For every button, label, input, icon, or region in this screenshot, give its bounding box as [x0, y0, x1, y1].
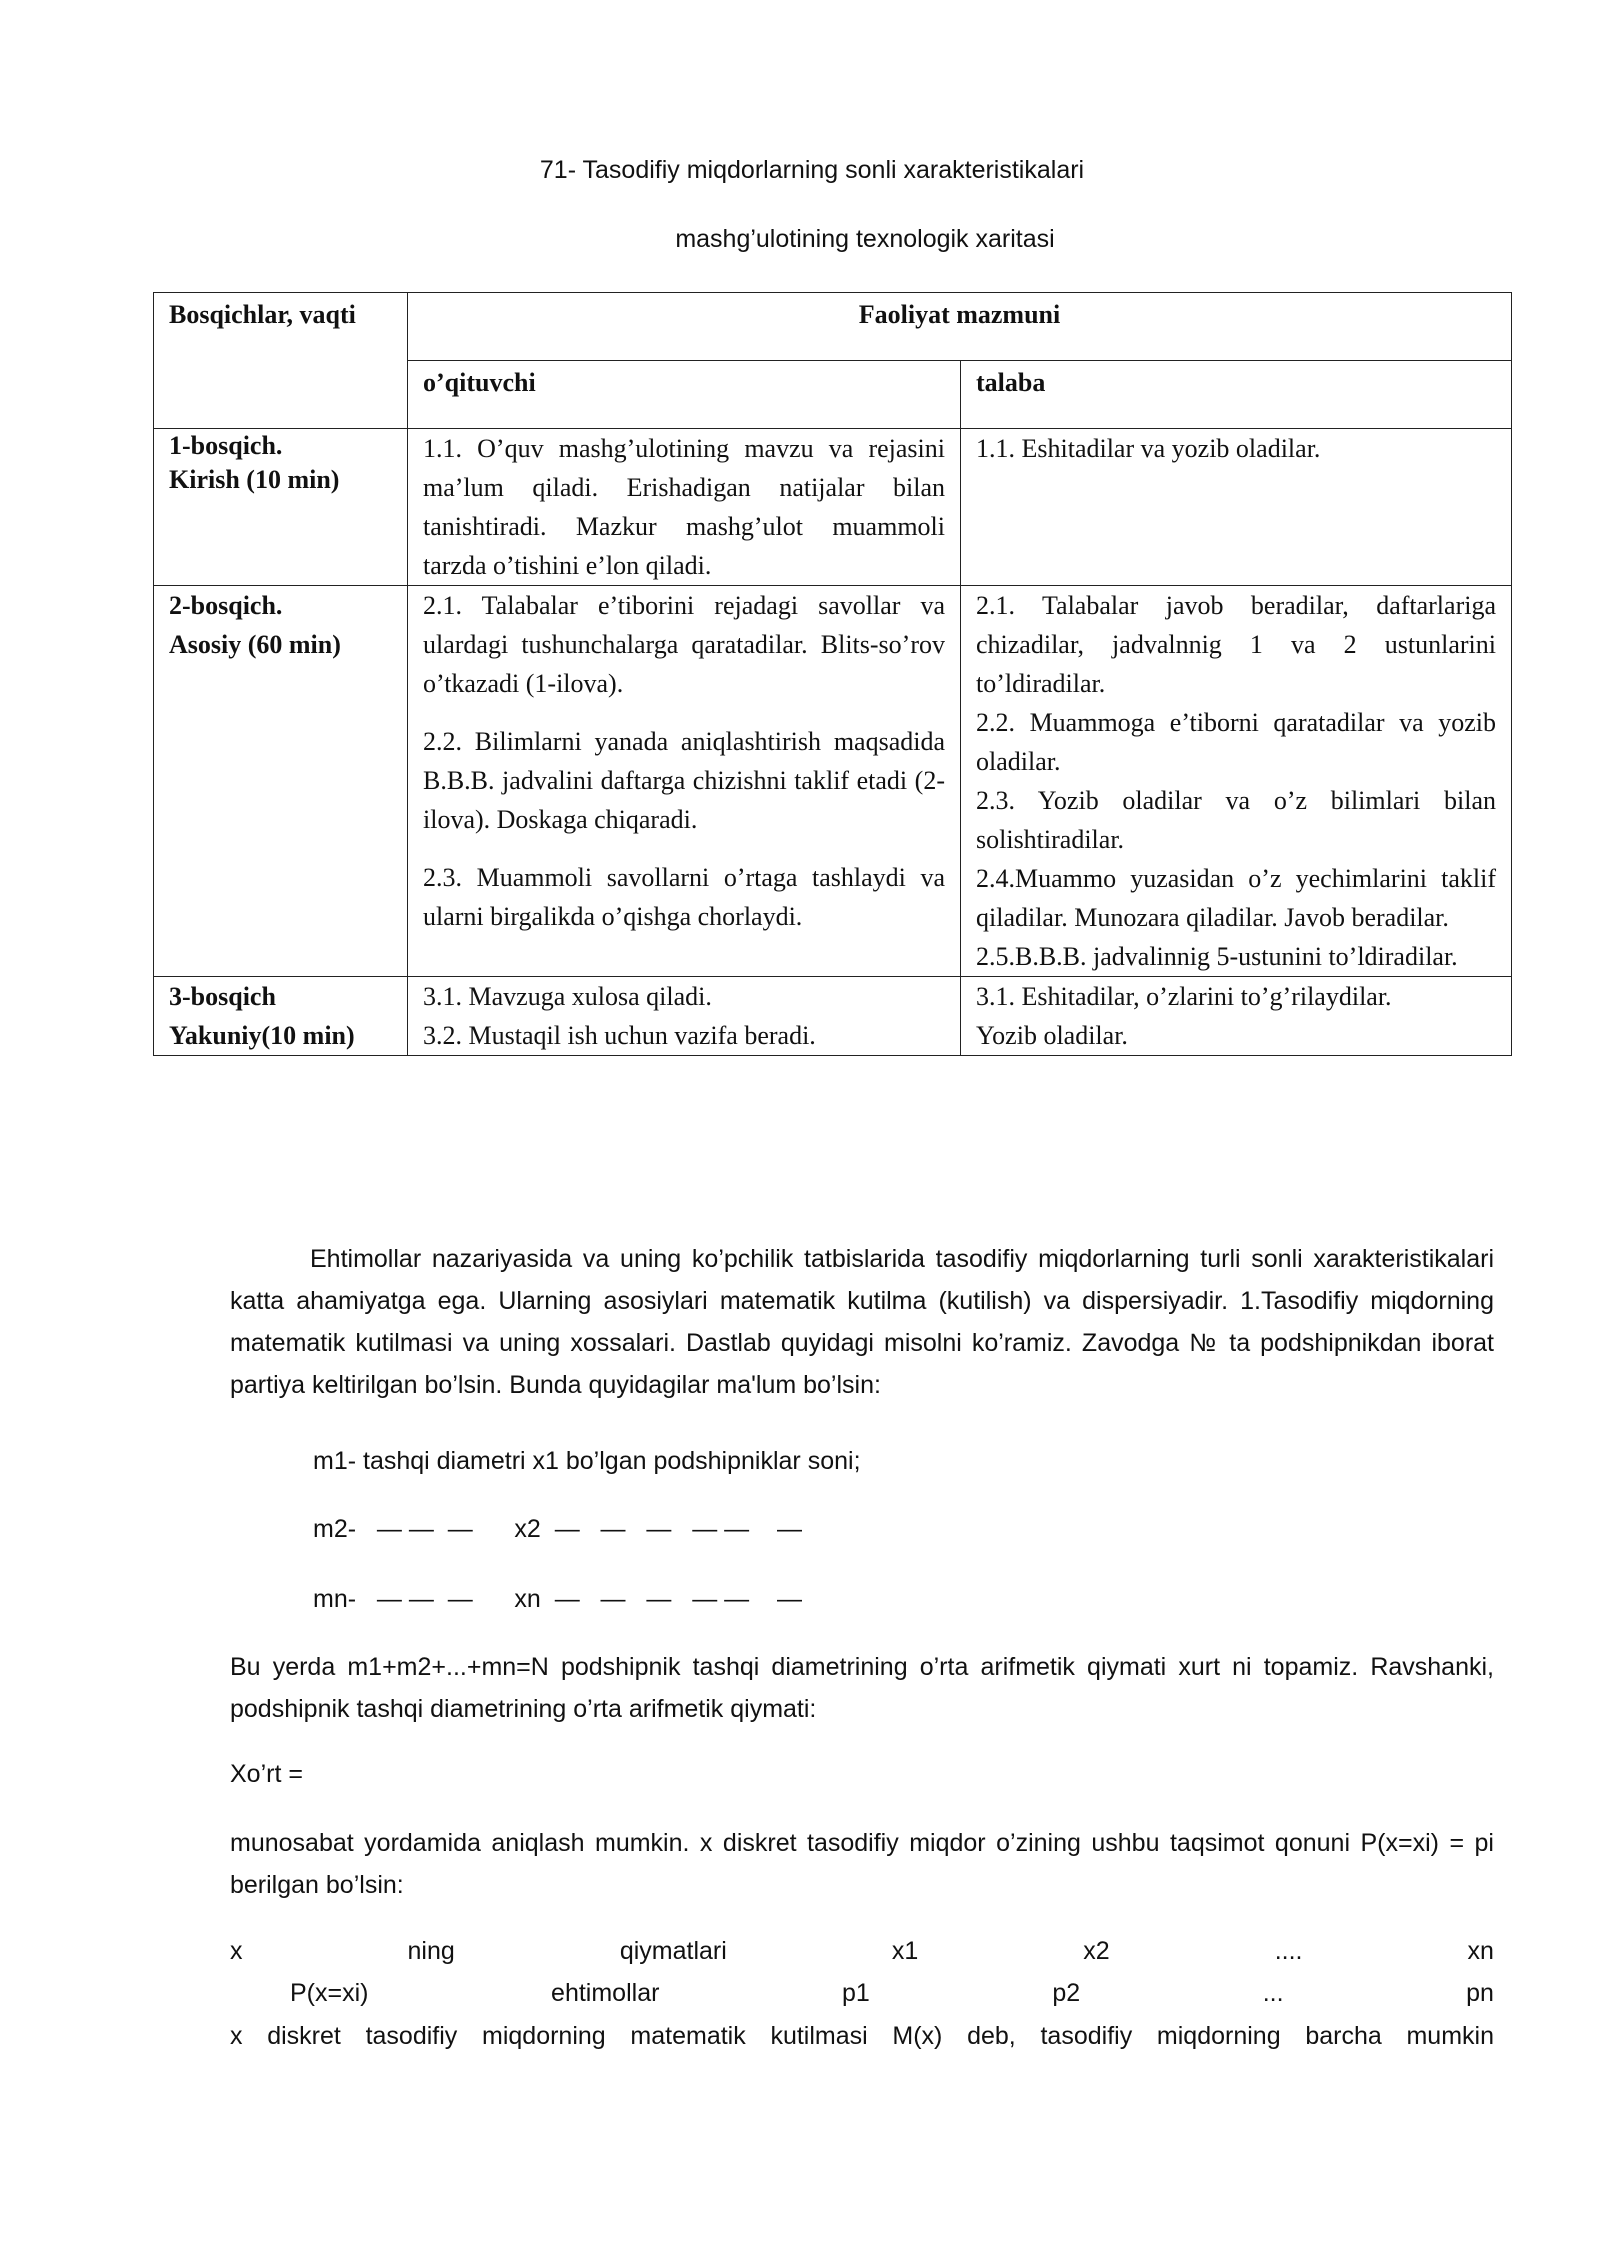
intro-paragraph-block — [230, 1238, 1494, 1406]
stage-cell — [154, 977, 408, 1056]
student-header-label: talaba — [976, 368, 1046, 397]
technology-map-table — [153, 292, 1512, 1056]
teacher-activity-cell — [408, 586, 961, 977]
dist-cell: .... — [1274, 1937, 1303, 1965]
list-item: mn- — — — xn — — — — — — — [313, 1585, 802, 1613]
activity-header-label: Faoliyat mazmuni — [858, 300, 1061, 329]
expectation-paragraph-block — [230, 2015, 1494, 2057]
dist-cell: p2 — [1052, 1979, 1081, 2007]
teacher-activity-cell — [408, 977, 961, 1056]
dist-cell: x — [230, 1937, 243, 1965]
student-activity-text: 1.1. Eshitadilar va yozib oladilar. — [976, 434, 1321, 463]
teacher-activity-cell — [408, 429, 961, 586]
activity-group-header — [408, 293, 1512, 361]
list-item: m2- — — — x2 — — — — — — — [313, 1515, 802, 1543]
student-activity-cell — [961, 586, 1512, 977]
distribution-paragraph-block — [230, 1822, 1494, 1906]
dist-cell: ehtimollar — [551, 1979, 660, 2007]
dist-cell: x2 — [1083, 1937, 1110, 1965]
expectation-paragraph: x diskret tasodifiy miqdorning matematik kutilmasi M(x) deb, tasodifiy miqdorning barcha mumkin — [230, 2022, 1494, 2050]
student-activity-text: Yozib oladilar. — [976, 1021, 1128, 1050]
table-row — [154, 977, 1512, 1056]
teacher-activity-text: 3.1. Mavzuga xulosa qiladi. — [423, 982, 712, 1011]
teacher-column-header — [408, 361, 961, 429]
dist-cell: P(x=xi) — [290, 1979, 369, 2007]
table-row — [154, 429, 1512, 586]
distribution-values-row — [230, 1934, 1494, 1968]
teacher-activity-text: 2.1. Talabalar e’tiborini rejadagi savollar va ulardagi tushunchalarga qaratadilar. Blits-so’rov o’tkazadi (1-ilova). — [423, 591, 945, 698]
table-row — [154, 586, 1512, 977]
formula-line — [230, 1753, 1494, 1795]
document-title: 71- Tasodifiy miqdorlarning sonli xarakteristikalari — [539, 156, 1085, 184]
mean-paragraph: Bu yerda m1+m2+...+mn=N podshipnik tashqi diametrining o’rta arifmetik qiymati xurt ni topamiz. Ravshanki, podshipnik tashqi diametrining o’rta arifmetik qiymati: — [230, 1653, 1494, 1723]
dist-cell: xn — [1467, 1937, 1494, 1965]
formula-text: Xo’rt = — [230, 1760, 303, 1788]
stage-cell — [154, 429, 408, 586]
stage-cell — [154, 586, 408, 977]
dist-cell: x1 — [891, 1937, 919, 1965]
stage-time: Asosiy (60 min) — [169, 630, 341, 659]
stages-header-label: Bosqichlar, vaqti — [169, 300, 356, 329]
mean-paragraph-block — [230, 1646, 1494, 1730]
student-activity-text: 2.3. Yozib oladilar va o’z bilimlari bilan solishtiradilar. — [976, 786, 1496, 854]
distribution-paragraph: munosabat yordamida aniqlash mumkin. x diskret tasodifiy miqdor o’zining ushbu taqsimot qonuni P(x=xi) = pi berilgan bo’lsin: — [230, 1829, 1494, 1899]
student-activity-cell — [961, 977, 1512, 1056]
student-activity-cell — [961, 429, 1512, 586]
dist-cell: p1 — [841, 1979, 870, 2007]
student-activity-text: 2.4.Muammo yuzasidan o’z yechimlarini taklif qiladilar. Munozara qiladilar. Javob beradilar. — [976, 864, 1496, 932]
student-activity-text: 2.2. Muammoga e’tiborni qaratadilar va yozib oladilar. — [976, 708, 1496, 776]
stage-name: 3-bosqich — [169, 982, 276, 1011]
stages-column-header — [154, 293, 408, 429]
list-item: m1- tashqi diametri x1 bo’lgan podshipniklar soni; — [313, 1447, 861, 1475]
teacher-activity-text: 2.3. Muammoli savollarni o’rtaga tashlaydi va ularni birgalikda o’qishga chorlaydi. — [423, 863, 945, 931]
teacher-activity-text: 1.1. O’quv mashg’ulotining mavzu va rejasini ma’lum qiladi. Erishadigan natijalar bilan tanishtiradi. Mazkur mashg’ulot muammoli tarzda o’tishini e’lon qiladi. — [423, 434, 945, 580]
student-activity-text: 2.1. Talabalar javob beradilar, daftarlariga chizadilar, jadvalnnig 1 va 2 ustunlarini to’ldiradilar. — [976, 591, 1496, 698]
dist-cell: pn — [1466, 1979, 1494, 2007]
stage-time: Yakuniy(10 min) — [169, 1021, 355, 1050]
dist-cell: qiymatlari — [619, 1937, 727, 1965]
stage-time: Kirish (10 min) — [169, 465, 340, 494]
student-column-header — [961, 361, 1512, 429]
dist-cell: ning — [407, 1937, 455, 1965]
stage-name: 1-bosqich. — [169, 431, 283, 460]
dist-cell: ... — [1262, 1979, 1284, 2007]
distribution-probabilities-row — [290, 1976, 1494, 2010]
stage-name: 2-bosqich. — [169, 591, 283, 620]
student-activity-text: 3.1. Eshitadilar, o’zlarini to’g’rilaydilar. — [976, 982, 1392, 1011]
teacher-header-label: o’qituvchi — [423, 368, 536, 397]
teacher-activity-text: 3.2. Mustaqil ish uchun vazifa beradi. — [423, 1021, 816, 1050]
teacher-activity-text: 2.2. Bilimlarni yanada aniqlashtirish maqsadida B.B.B. jadvalini daftarga chizishni taklif etadi (2-ilova). Doskaga chiqaradi. — [423, 727, 945, 834]
student-activity-text: 2.5.B.B.B. jadvalinnig 5-ustunini to’ldiradilar. — [976, 942, 1458, 971]
intro-paragraph: Ehtimollar nazariyasida va uning ko’pchilik tatbislarida tasodifiy miqdorlarning turli sonli xarakteristikalari katta ahamiyatga ega. Ularning asosiylari matematik kutilma (kutilish) va dispersiyadir. 1.Tasodifiy miqdorning matematik kutilmasi va uning xossalari. Dastlab quyidagi misolni ko’ramiz. Zavodga № ta podshipnikdan iborat partiya keltirilgan bo’lsin. Bunda quyidagilar ma'lum bo’lsin: — [230, 1245, 1494, 1399]
document-subtitle: mashg’ulotining texnologik xaritasi — [675, 225, 1055, 253]
